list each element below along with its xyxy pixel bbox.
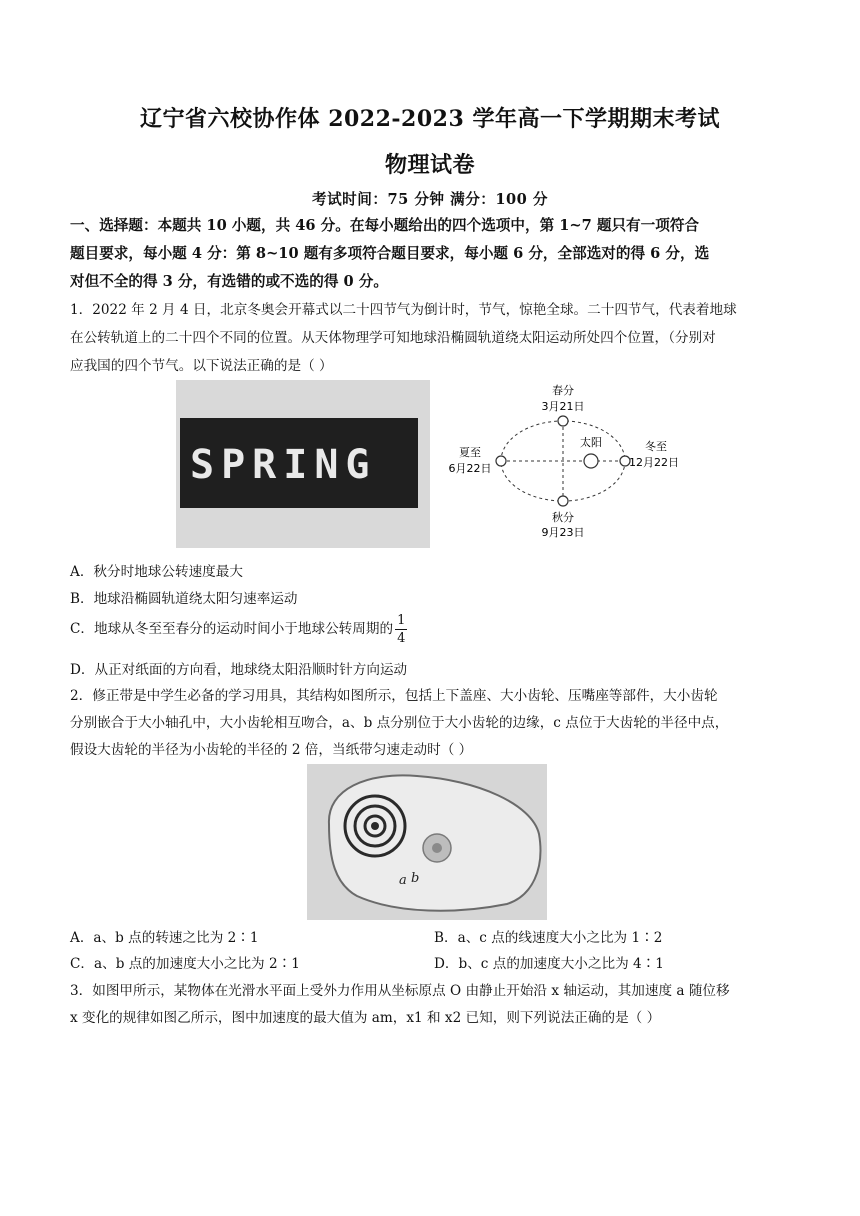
label-sun: 太阳 bbox=[580, 436, 602, 449]
q3-stem-line-1: 3．如图甲所示，某物体在光滑水平面上受外力作用从坐标原点 O 由静止开始沿 x 轴运动，其加速度 a 随位移 bbox=[70, 983, 730, 999]
exam-info: 考试时间：75 分钟 满分：100 分 bbox=[311, 191, 549, 208]
q2-stem-line-3: 假设大齿轮的半径为小齿轮的半径的 2 倍，当纸带匀速走动时（ ） bbox=[70, 742, 473, 758]
section1-line-3: 对但不全的得 3 分，有选错的或不选的得 0 分。 bbox=[70, 273, 388, 290]
spring-photo-dark-panel bbox=[180, 418, 418, 508]
point-a-label: a bbox=[399, 873, 407, 888]
q1-option-c-fraction bbox=[395, 614, 407, 645]
earth-spring-equinox bbox=[558, 416, 568, 426]
large-gear-hub bbox=[371, 822, 379, 830]
q1-option-d: D．从正对纸面的方向看，地球绕太阳沿顺时针方向运动 bbox=[70, 662, 408, 678]
q2-option-a: A．a、b 点的转速之比为 2∶1 bbox=[70, 930, 259, 946]
q1-option-c bbox=[70, 612, 407, 646]
section1-line-1: 一、选择题：本题共 10 小题，共 46 分。在每小题给出的四个选项中，第 1~7 题只有一项符合 bbox=[70, 217, 700, 234]
q1-stem-line-3: 应我国的四个节气。以下说法正确的是（ ） bbox=[70, 358, 333, 374]
q1-option-c-numerator: 1 bbox=[397, 613, 406, 628]
exam-subtitle: 物理试卷 bbox=[384, 152, 475, 178]
earth-summer-solstice bbox=[496, 456, 506, 466]
q1-option-c-text: C．地球从冬至至春分的运动时间小于地球公转周期的 bbox=[70, 621, 394, 637]
q2-option-b: B．a、c 点的线速度大小之比为 1∶2 bbox=[434, 930, 663, 946]
date-spring-equinox: 3月21日 bbox=[541, 400, 585, 413]
q1-stem-line-1: 1．2022 年 2 月 4 日，北京冬奥会开幕式以二十四节气为倒计时，节气，惊艳全球。二十四节气，代表着地球 bbox=[70, 302, 737, 318]
q1-option-c-denominator: 4 bbox=[397, 631, 406, 646]
earth-autumn-equinox bbox=[558, 496, 568, 506]
q1-option-b: B．地球沿椭圆轨道绕太阳匀速率运动 bbox=[70, 591, 298, 607]
label-autumn-equinox: 秋分 bbox=[552, 511, 574, 524]
spring-photo bbox=[176, 380, 430, 548]
sun-icon bbox=[584, 454, 598, 468]
q2-stem-line-1: 2．修正带是中学生必备的学习用具，其结构如图所示，包括上下盖座、大小齿轮、压嘴座等部件，大小齿轮 bbox=[70, 688, 718, 704]
q2-option-c: C．a、b 点的加速度大小之比为 2∶1 bbox=[70, 956, 300, 972]
exam-title: 辽宁省六校协作体 2022-2023 学年高一下学期期末考试 bbox=[140, 106, 720, 132]
q2-option-d: D．b、c 点的加速度大小之比为 4∶1 bbox=[434, 956, 664, 972]
point-b-label: b bbox=[411, 871, 420, 886]
q1-stem-line-2: 在公转轨道上的二十四个不同的位置。从天体物理学可知地球沿椭圆轨道绕太阳运动所处四个位置，（分别对 bbox=[70, 330, 716, 346]
date-winter-solstice: 12月22日 bbox=[629, 456, 679, 469]
q1-option-a: A．秋分时地球公转速度最大 bbox=[70, 564, 243, 580]
q3-stem-line-2: x 变化的规律如图乙所示，图中加速度的最大值为 am，x1 和 x2 已知，则下列说法正确的是（ ） bbox=[70, 1010, 661, 1026]
q2-stem-line-2: 分别嵌合于大小轴孔中，大小齿轮相互吻合，a、b 点分别位于大小齿轮的边缘，c 点位于大齿轮的半径中点， bbox=[70, 715, 729, 731]
small-gear-hub bbox=[432, 843, 442, 853]
label-summer-solstice: 夏至 bbox=[459, 446, 481, 459]
label-spring-equinox: 春分 bbox=[552, 384, 574, 397]
spring-photo-text: SPRING bbox=[190, 442, 377, 488]
label-winter-solstice: 冬至 bbox=[645, 440, 667, 453]
date-autumn-equinox: 9月23日 bbox=[541, 526, 585, 539]
section1-line-2: 题目要求，每小题 4 分：第 8~10 题有多项符合题目要求，每小题 6 分，全部选对的得 6 分，选 bbox=[70, 245, 710, 262]
earth-orbit-diagram bbox=[432, 378, 692, 544]
correction-tape-photo bbox=[307, 764, 547, 920]
date-summer-solstice: 6月22日 bbox=[448, 462, 492, 475]
